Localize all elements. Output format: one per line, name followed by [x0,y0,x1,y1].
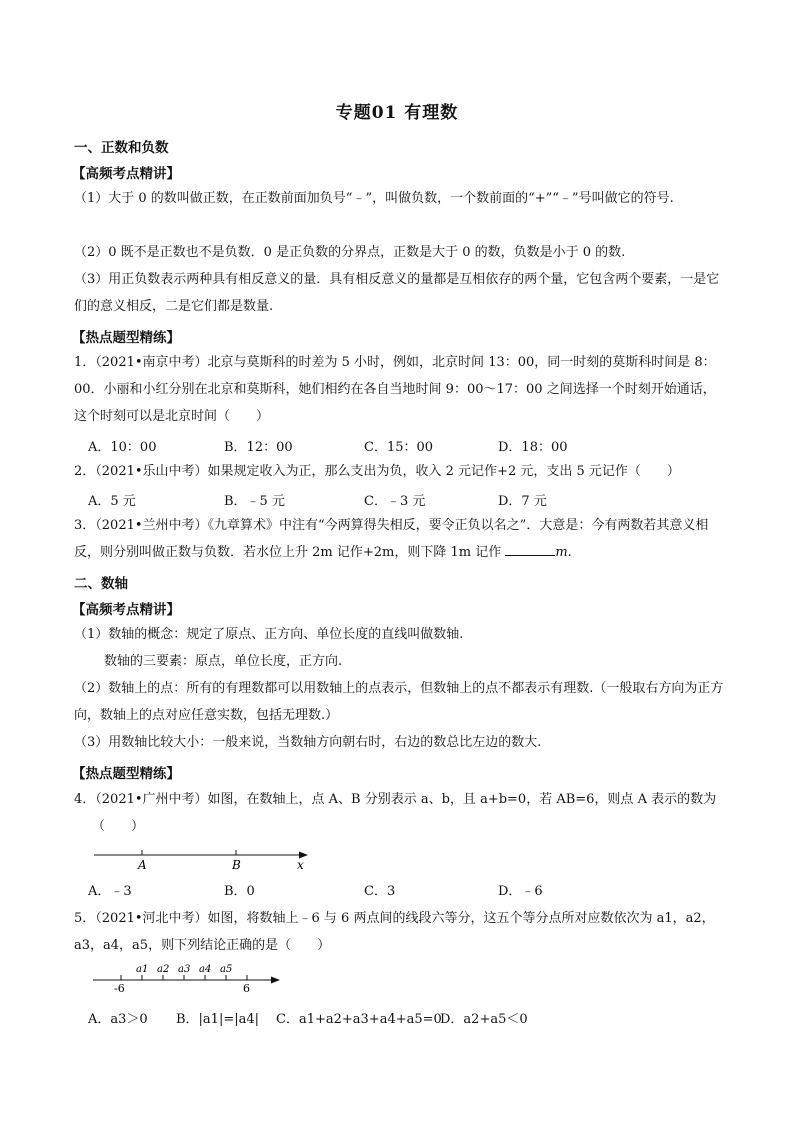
point-b-label: B [232,858,241,872]
page-title: 专题01 有理数 [335,103,459,123]
question-1-options [88,436,708,456]
option-a: A．﹣3 [88,884,132,899]
option-c: C．﹣3 元 [364,494,426,509]
label-a1: a1 [136,964,149,975]
option-b: B．12：00 [224,440,293,455]
point-a-label: A [138,858,147,872]
number-line-elements: 数轴的三要素：原点，单位长度，正方向. [104,654,343,669]
question-1-stem: 1．（2021•南京中考）北京与莫斯科的时差为 5 小时，例如，北京时间 13：00，同一时刻的莫斯科时间是 8：00．小丽和小红分别在北京和莫斯科，她们相约在各自当地时间 9：00～17：00 之间选择一个时刻开始通话，这个时刻可以是北京时间（ ） [74,355,716,424]
option-d: D．﹣6 [498,884,543,899]
point-3: （3）用正负数表示两种具有相反意义的量．具有相反意义的量都是互相依存的两个量，它包含两个要素，一是它们的意义相反，二是它们都是数量. [74,272,720,314]
number-line-concept: （1）数轴的概念：规定了原点、正方向、单位长度的直线叫做数轴. [74,627,464,642]
label-6: 6 [243,982,250,994]
option-a: A．a3＞0 [88,1012,148,1027]
option-c: C．15：00 [364,440,434,455]
practice-heading: 【热点题型精练】 [72,330,180,346]
option-c: C．a1+a2+a3+a4+a5=0 [276,1012,442,1027]
option-b: B．0 [224,884,255,899]
option-b: B．|a1|=|a4| [176,1012,260,1027]
point-1: （1）大于 0 的数叫做正数，在正数前面加负号“﹣”，叫做负数，一个数前面的“+”“﹣”号叫做它的符号. [74,191,674,206]
section-heading-positive-negative: 一、正数和负数 [74,140,169,156]
label-minus-6: -6 [114,982,125,994]
label-a3: a3 [178,964,191,975]
question-4-stem: 4．（2021•广州中考）如图，在数轴上，点 A、B 分别表示 a、b，且 a+b=0，若 AB=6，则点 A 表示的数为 [74,792,717,807]
label-a2: a2 [157,964,170,975]
key-points-heading: 【高频考点精讲】 [72,166,180,182]
question-4-paren: （ ） [92,819,145,834]
number-line-compare: （3）用数轴比较大小：一般来说，当数轴方向朝右时，右边的数总比左边的数大. [74,735,542,750]
axis-x-label: x [297,858,304,872]
question-2-options [88,490,708,510]
section-heading-number-line: 二、数轴 [74,576,128,592]
question-5-options [88,1008,708,1028]
number-line-points: （2）数轴上的点：所有的有理数都可以用数轴上的点表示，但数轴上的点不都表示有理数.（一般取右方向为正方向，数轴上的点对应任意实数，包括无理数.） [74,681,724,723]
option-a: A．10：00 [88,440,157,455]
question-5-stem: 5．（2021•河北中考）如图，将数轴上﹣6 与 6 两点间的线段六等分，这五个等分点所对应数依次为 a1，a2，a3，a4，a5，则下列结论正确的是（ ） [74,911,715,953]
question-3 [74,512,724,566]
axis-arrow [271,977,280,984]
question-4-options [88,880,708,900]
option-a: A．5 元 [88,494,136,509]
label-a4: a4 [199,964,212,975]
option-c: C．3 [364,884,396,899]
question-3-stem: 3．（2021•兰州中考）《九章算术》中注有“今两算得失相反，要令正负以名之”．大意是：今有两数若其意义相反，则分别叫做正数与负数．若水位上升 2m 记作+2m，则下降 1m 记作 [74,518,709,560]
option-d: D．a2+a5＜0 [440,1012,528,1027]
key-points-heading: 【高频考点精讲】 [72,602,180,618]
option-d: D．7 元 [498,494,547,509]
question-4-number-line [90,846,320,872]
option-d: D．18：00 [498,440,568,455]
option-b: B．﹣5 元 [224,494,285,509]
answer-blank [505,543,555,556]
point-2: （2）0 既不是正数也不是负数．0 是正负数的分界点，正数是大于 0 的数，负数是小于 0 的数. [74,245,626,260]
question-2-stem: 2．（2021•乐山中考）如果规定收入为正，那么支出为负，收入 2 元记作+2 元，支出 5 元记作（ ） [74,464,680,479]
question-3-unit: m. [555,545,572,560]
label-a5: a5 [220,964,233,975]
practice-heading: 【热点题型精练】 [72,766,180,782]
question-5-number-line [90,960,290,994]
